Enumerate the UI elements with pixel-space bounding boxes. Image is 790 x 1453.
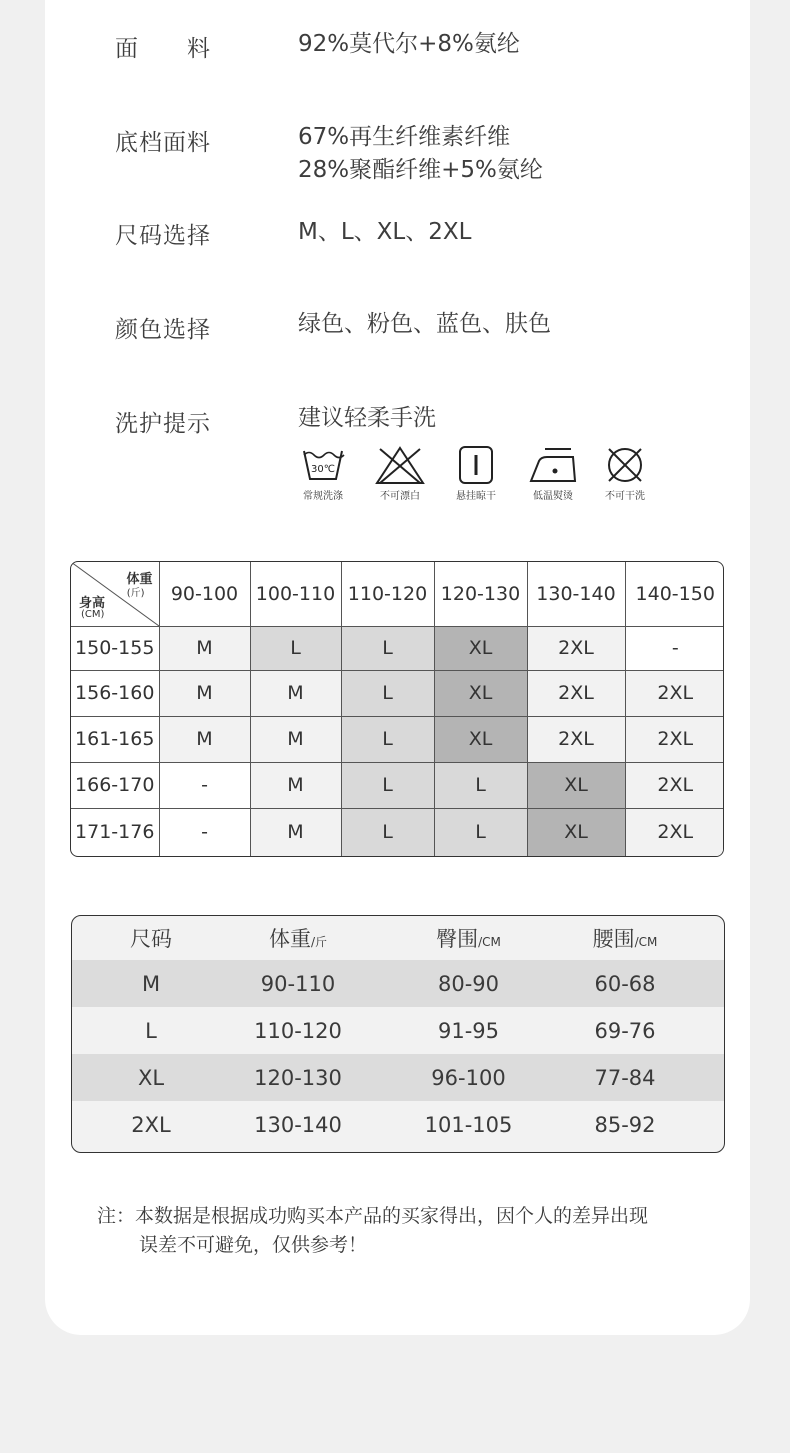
care-icon-low-iron: 低温熨烫 xyxy=(523,445,583,502)
weight-header: 100-110 xyxy=(250,562,341,626)
corner-height-unit: (CM) xyxy=(81,609,105,620)
height-cell: 166-170 xyxy=(71,762,159,808)
size-cell: M xyxy=(250,670,341,716)
measurement-header-row xyxy=(72,916,724,960)
height-cell: 171-176 xyxy=(71,808,159,856)
weight-header: 120-130 xyxy=(434,562,527,626)
spec-value-crotch-fabric: 67%再生纤维素纤维 28%聚酯纤维+5%氨纶 xyxy=(298,124,543,183)
header-waist: 腰围/CM xyxy=(592,927,658,951)
size-cell: 2XL xyxy=(527,716,625,762)
size-cell: M xyxy=(159,626,250,670)
spec-label-color: 颜色选择 xyxy=(115,317,211,343)
size-cell: - xyxy=(159,808,250,856)
size-cell: L xyxy=(341,762,434,808)
size-cell: L xyxy=(434,762,527,808)
disclaimer-note: 注：本数据是根据成功购买本产品的买家得出，因个人的差异出现 误差不可避免，仅供参考！ xyxy=(97,1205,649,1256)
size-cell: L xyxy=(341,670,434,716)
size-cell: XL xyxy=(434,716,527,762)
height-cell: 156-160 xyxy=(71,670,159,716)
height-cell: 150-155 xyxy=(71,626,159,670)
corner-weight-label: 体重 xyxy=(126,572,153,587)
size-cell: - xyxy=(159,762,250,808)
size-cell: XL xyxy=(434,626,527,670)
height-cell: 161-165 xyxy=(71,716,159,762)
size-cell: M xyxy=(250,762,341,808)
corner-weight-unit: (斤) xyxy=(126,588,145,599)
svg-text:30℃: 30℃ xyxy=(311,464,335,475)
wash-30-icon xyxy=(301,445,345,485)
size-cell: 2XL xyxy=(625,808,724,856)
size-cell: M xyxy=(250,716,341,762)
size-guide-row xyxy=(71,670,724,716)
size-cell: 2XL xyxy=(527,626,625,670)
no-dry-clean-icon xyxy=(605,445,645,485)
size-cell: M xyxy=(159,670,250,716)
size-guide-row xyxy=(71,626,724,670)
measurement-row: M 90-110 80-90 60-68 xyxy=(72,960,724,1007)
weight-header: 110-120 xyxy=(341,562,434,626)
size-cell: 2XL xyxy=(625,670,724,716)
size-cell: XL xyxy=(527,808,625,856)
size-cell: 2XL xyxy=(527,670,625,716)
spec-label-fabric: 面 料 xyxy=(115,36,211,62)
size-guide-row xyxy=(71,762,724,808)
measurement-row: L 110-120 91-95 69-76 xyxy=(145,1018,656,1043)
corner-height-label: 身高 xyxy=(79,596,106,611)
spec-label-crotch-fabric: 底档面料 xyxy=(115,130,211,156)
measurement-row: 2XL 130-140 101-105 85-92 xyxy=(131,1112,656,1137)
spec-label-size: 尺码选择 xyxy=(115,223,211,249)
size-cell: M xyxy=(250,808,341,856)
size-cell: XL xyxy=(527,762,625,808)
spec-value-care: 建议轻柔手洗 xyxy=(298,405,436,431)
size-cell: 2XL xyxy=(625,716,724,762)
weight-header: 130-140 xyxy=(527,562,625,626)
weight-header: 140-150 xyxy=(625,562,724,626)
care-icon-no-bleach: 不可漂白 xyxy=(370,445,430,502)
spec-label-care: 洗护提示 xyxy=(115,411,211,437)
size-cell: M xyxy=(159,716,250,762)
size-guide-row xyxy=(71,808,724,856)
size-cell: L xyxy=(434,808,527,856)
size-cell: 2XL xyxy=(625,762,724,808)
header-weight: 体重/斤 xyxy=(268,927,328,951)
spec-value-color: 绿色、粉色、蓝色、肤色 xyxy=(298,311,551,337)
care-icon-hang-dry: 悬挂晾干 xyxy=(446,445,506,502)
size-guide-table xyxy=(70,561,724,857)
size-cell: L xyxy=(341,808,434,856)
size-cell: - xyxy=(625,626,724,670)
size-cell: L xyxy=(341,626,434,670)
size-cell: L xyxy=(341,716,434,762)
header-size: 尺码 xyxy=(130,927,172,951)
size-guide-row xyxy=(71,716,724,762)
weight-header: 90-100 xyxy=(159,562,250,626)
size-cell: L xyxy=(250,626,341,670)
no-bleach-icon xyxy=(374,445,426,485)
size-cell: XL xyxy=(434,670,527,716)
care-icon-wash: 30℃ 常规洗涤 xyxy=(293,445,353,502)
spec-value-fabric: 92%莫代尔+8%氨纶 xyxy=(298,31,520,57)
hang-dry-icon xyxy=(456,445,496,485)
header-hip: 臀围/CM xyxy=(436,927,501,951)
measurement-table xyxy=(71,915,725,1153)
low-iron-icon xyxy=(527,445,579,485)
size-guide-corner xyxy=(71,562,159,626)
measurement-row: XL 120-130 96-100 77-84 xyxy=(72,1054,724,1101)
size-guide-header-row xyxy=(71,562,724,626)
care-icon-no-dry-clean: 不可干洗 xyxy=(595,445,655,502)
spec-value-size: M、L、XL、2XL xyxy=(298,219,472,245)
